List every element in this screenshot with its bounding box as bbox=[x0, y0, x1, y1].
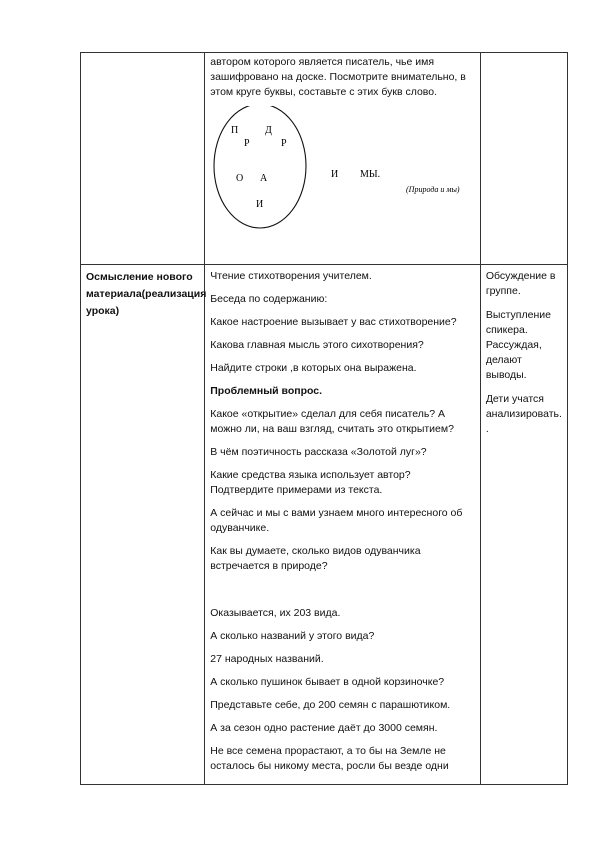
teacher-paragraph: Какова главная мысль этого сихотворения? bbox=[210, 339, 424, 351]
letter-circle-svg bbox=[210, 106, 478, 242]
teacher-paragraph: Какое настроение вызывает у вас стихотворение? bbox=[210, 316, 457, 328]
letter-circle-diagram bbox=[210, 106, 476, 238]
riddle-word: И bbox=[331, 169, 339, 180]
circle-letter: Д bbox=[265, 125, 273, 136]
intro-line: этом круге буквы, составьте с этих букв слово. bbox=[210, 86, 438, 98]
student-activity-item: Дети учатся анализировать. . bbox=[485, 393, 562, 435]
teacher-paragraph: А за сезон одно растение даёт до 3000 семян. bbox=[210, 722, 438, 734]
teacher-paragraph: Представьте себе, до 200 семян с парашютиком. bbox=[210, 699, 451, 711]
circle-letter: П bbox=[231, 125, 239, 136]
result-cell-empty bbox=[480, 53, 567, 265]
teacher-paragraph: 27 народных названий. bbox=[210, 653, 324, 665]
teacher-paragraph: В чём поэтичность рассказа «Золотой луг»? bbox=[210, 446, 427, 458]
teacher-paragraph: Оказывается, их 203 вида. bbox=[210, 607, 341, 619]
paragraph-spacer bbox=[210, 582, 476, 606]
teacher-paragraph: А сколько названий у этого вида? bbox=[210, 630, 375, 642]
stage-cell-empty bbox=[81, 53, 205, 265]
circle-letter: Р bbox=[244, 138, 250, 149]
circle-letter: О bbox=[236, 173, 244, 184]
teacher-paragraph: Не все семена прорастают, а то бы на Земле не осталось бы никому места, росли бы везде одни bbox=[210, 745, 449, 772]
teacher-paragraph: Беседа по содержанию: bbox=[210, 293, 328, 305]
teacher-paragraph: Найдите строки ,в которых она выражена. bbox=[210, 362, 417, 374]
stage-title-line: урока) bbox=[86, 305, 120, 317]
teacher-paragraph: Какие средства языка использует автор? Подтвердите примерами из текста. bbox=[210, 469, 411, 496]
teacher-paragraph: А сколько пушинок бывает в одной корзиночке? bbox=[210, 676, 445, 688]
intro-line: зашифровано на доске. Посмотрите внимательно, в bbox=[210, 71, 466, 83]
student-activity-item: Выступление спикера. Рассуждая, делают выводы. bbox=[485, 309, 551, 381]
circle-letter: А bbox=[260, 173, 268, 184]
student-activity-cell bbox=[480, 265, 567, 785]
teacher-activity-list bbox=[205, 265, 480, 784]
problem-question-heading: Проблемный вопрос. bbox=[210, 385, 323, 397]
lesson-plan-table bbox=[80, 52, 568, 785]
circle-letter: И bbox=[256, 199, 264, 210]
student-activity-item: Обсуждение в группе. bbox=[485, 270, 556, 297]
activity-cell-riddle bbox=[205, 53, 481, 265]
teacher-paragraph: Какое «открытие» сделал для себя писатель? А можно ли, на ваш взгляд, считать это открытием? bbox=[210, 408, 454, 435]
riddle-caption: (Природа и мы) bbox=[406, 185, 460, 194]
riddle-word: МЫ. bbox=[360, 169, 381, 180]
teacher-paragraph: Как вы думаете, сколько видов одуванчика встречается в природе? bbox=[210, 545, 421, 572]
intro-line: автором которого является писатель, чье имя bbox=[210, 56, 435, 68]
stage-title-line: Осмысление нового bbox=[86, 271, 193, 283]
table-row-comprehension bbox=[81, 265, 568, 785]
stage-cell bbox=[81, 265, 205, 785]
activity-cell-teacher bbox=[205, 265, 481, 785]
teacher-paragraph: Чтение стихотворения учителем. bbox=[210, 270, 372, 282]
circle-letter: Р bbox=[281, 138, 287, 149]
table-row-riddle bbox=[81, 53, 568, 265]
stage-title-line: материала(реализация bbox=[86, 288, 207, 300]
teacher-paragraph: А сейчас и мы с вами узнаем много интересного об одуванчике. bbox=[210, 507, 463, 534]
